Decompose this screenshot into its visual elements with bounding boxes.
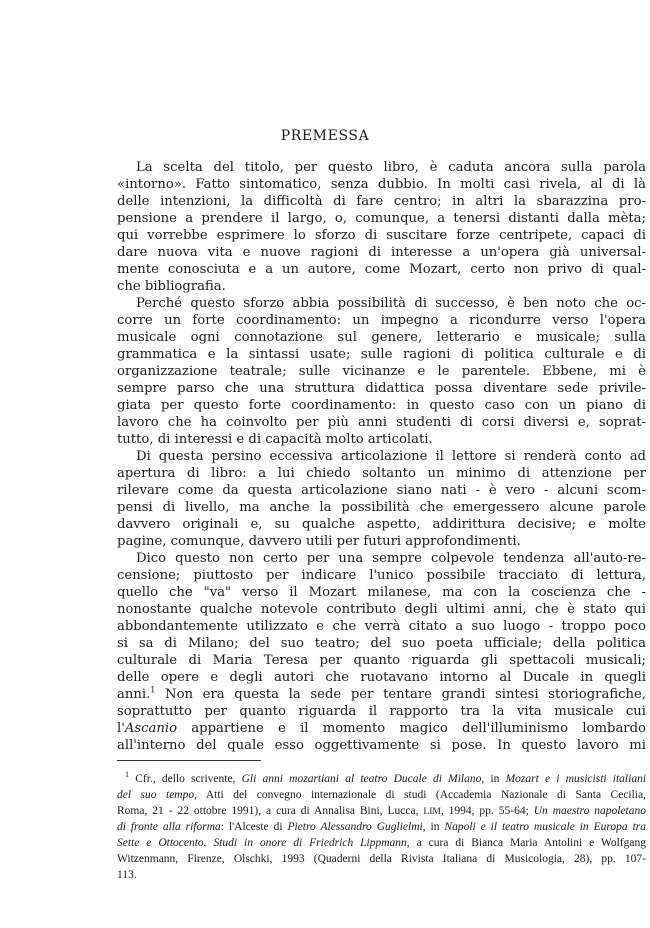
text-line: si sa di Milano; del suo teatro; del suo poeta ufficiale; della politica [117,636,646,651]
text-fragment: , in [422,821,445,833]
footnote-line [117,835,646,851]
text-line [117,686,646,703]
text-line: corre un forte coordinamento: un impegno a ricondurre verso l'opera [117,313,646,328]
footnote-line: Witzenmann, Firenze, Olschki, 1993 (Quaderni della Rivista Italiana di Musicologia, 28), pp. 107- [117,853,646,865]
text-fragment: del suo tempo [117,789,195,801]
text-line: all'interno del quale esso oggettivamente si pose. In questo lavoro mi [117,738,646,753]
text-line: musicale ogni connotazione sul genere, letterario e musicale; sulla [117,330,646,345]
text-line: rilevare come da questa articolazione siano nati - è vero - alcuni scom- [117,483,646,498]
text-line: pagine, comunque, davvero utili per futuri approfondimenti. [117,534,521,549]
text-line: La scelta del titolo, per questo libro, è caduta ancora sulla parola [136,160,646,175]
text-line: giata per questo forte coordinamento: in questo caso con un piano di [117,398,646,413]
text-line [117,720,646,737]
text-line: censione; piuttosto per indicare l'unico possibile tracciato di lettura, [117,568,646,583]
text-fragment: Ascanio [124,721,178,736]
text-line: mente conosciuta e a un autore, come Mozart, certo non privo di qual- [117,262,646,277]
text-line: quello che "va" verso il Mozart milanese, ma con la coscienza che - [117,585,646,600]
text-line: soprattutto per quanto riguarda il rapporto tra la vita musicale cui [117,704,646,719]
text-fragment: l' [117,721,125,736]
footnote-ref[interactable]: 1 [150,686,156,695]
text-line: nonostante qualche notevole contributo degli ultimi anni, che è stato qui [117,602,646,617]
text-line: pensione a prendere il largo, o, comunque, a tenersi distanti dalla mèta; [117,211,646,226]
text-line: sempre parso che una struttura didattica possa diventare sede privile- [117,381,646,396]
text-line: davvero originali e, su qualche aspetto, addirittura decisive; e molte [117,517,646,532]
page-title: PREMESSA [280,128,370,144]
text-fragment: : l'Alceste di [220,821,288,833]
text-line: apertura di libro: a lui chiedo soltanto un minimo di attenzione per [117,466,646,481]
text-fragment: Non era questa la sede per tentare grandi sintesi storiografiche, [165,687,646,702]
text-fragment: di fronte alla riforma [117,821,221,833]
text-fragment: Napoli e il teatro musicale in Europa tra [444,821,646,833]
footnote-line [117,803,646,819]
text-line: pensi di livello, ma anche la possibilità che emergessero alcune parole [117,500,646,515]
text-line: culturale di Maria Teresa per quanto riguarda gli spettacoli musicali; [117,653,646,668]
text-line: «intorno». Fatto sintomatico, senza dubbio. In molti casi rivela, al di là [117,177,646,192]
footnote-line [117,819,646,835]
text-fragment: Gli anni mozartiani al teatro Ducale di Milano [241,773,482,785]
text-line: tutto, di interessi e di capacità molto articolati. [117,432,433,447]
text-fragment: , a cura di Bianca Maria Antolini e Wolfgang [406,837,646,849]
text-line: dare nuova vita e nuove ragioni di interesse a un'opera già universal- [117,245,646,260]
text-line: che bibliografia. [117,279,226,294]
text-fragment: Mozart e i musicisti italiani [505,773,646,785]
text-line: organizzazione teatrale; sulle vicinanze e le parentele. Ebbene, mi è [117,364,646,379]
text-fragment: Roma, 21 - 22 ottobre 1991), a cura di Annalisa Bini, Lucca, [117,805,424,817]
text-line: qui vorrebbe esprimere lo sforzo di suscitare forze centripete, capaci di [117,228,646,243]
text-line: grammatica e la sintassi usate; sulle ragioni di politica culturale e di [117,347,646,362]
text-fragment: Cfr., dello scrivente, [135,773,242,785]
text-fragment: Un maestro napoletano [533,805,646,817]
text-fragment: , 1994, pp. 55-64; [440,805,534,817]
text-line: delle intenzioni, la difficoltà di fare centro; in altri la sbarazzina pro- [117,194,646,209]
text-fragment: , in [481,773,506,785]
text-line: abbondantemente utilizzato e che verrà citato a suo luogo - troppo poco [117,619,646,634]
text-line: lavoro che ha coinvolto per più anni studenti di corsi diversi e, soprat- [117,415,646,430]
text-fragment: anni. [117,687,151,702]
footnote-line [117,771,646,787]
text-fragment: Pietro Alessandro Guglielmi [287,821,423,833]
footnote-separator [117,760,261,761]
footnote-number: 1 [125,771,129,780]
text-fragment: Sette e Ottocento. Studi in onore di Friedrich Lippmann [117,837,407,849]
text-line: Di questa persino eccessiva articolazione il lettore si renderà conto ad [136,449,646,464]
footnote-line: 113. [117,869,137,881]
text-line: Dico questo non certo per una sempre colpevole tendenza all'auto-re- [136,551,646,566]
text-line: delle opere e degli autori che ruotavano intorno al Ducale in quegli [117,670,646,685]
text-fragment: appartiene e il momento magico dell'illuminismo lombardo [191,721,646,736]
text-fragment: , Atti del convegno internazionale di studi (Accademia Nazionale di Santa Cecilia, [194,789,646,801]
footnote-line [117,787,646,803]
text-fragment: LIM [423,807,441,817]
text-line: Perché questo sforzo abbia possibilità di successo, è ben noto che oc- [136,296,646,311]
